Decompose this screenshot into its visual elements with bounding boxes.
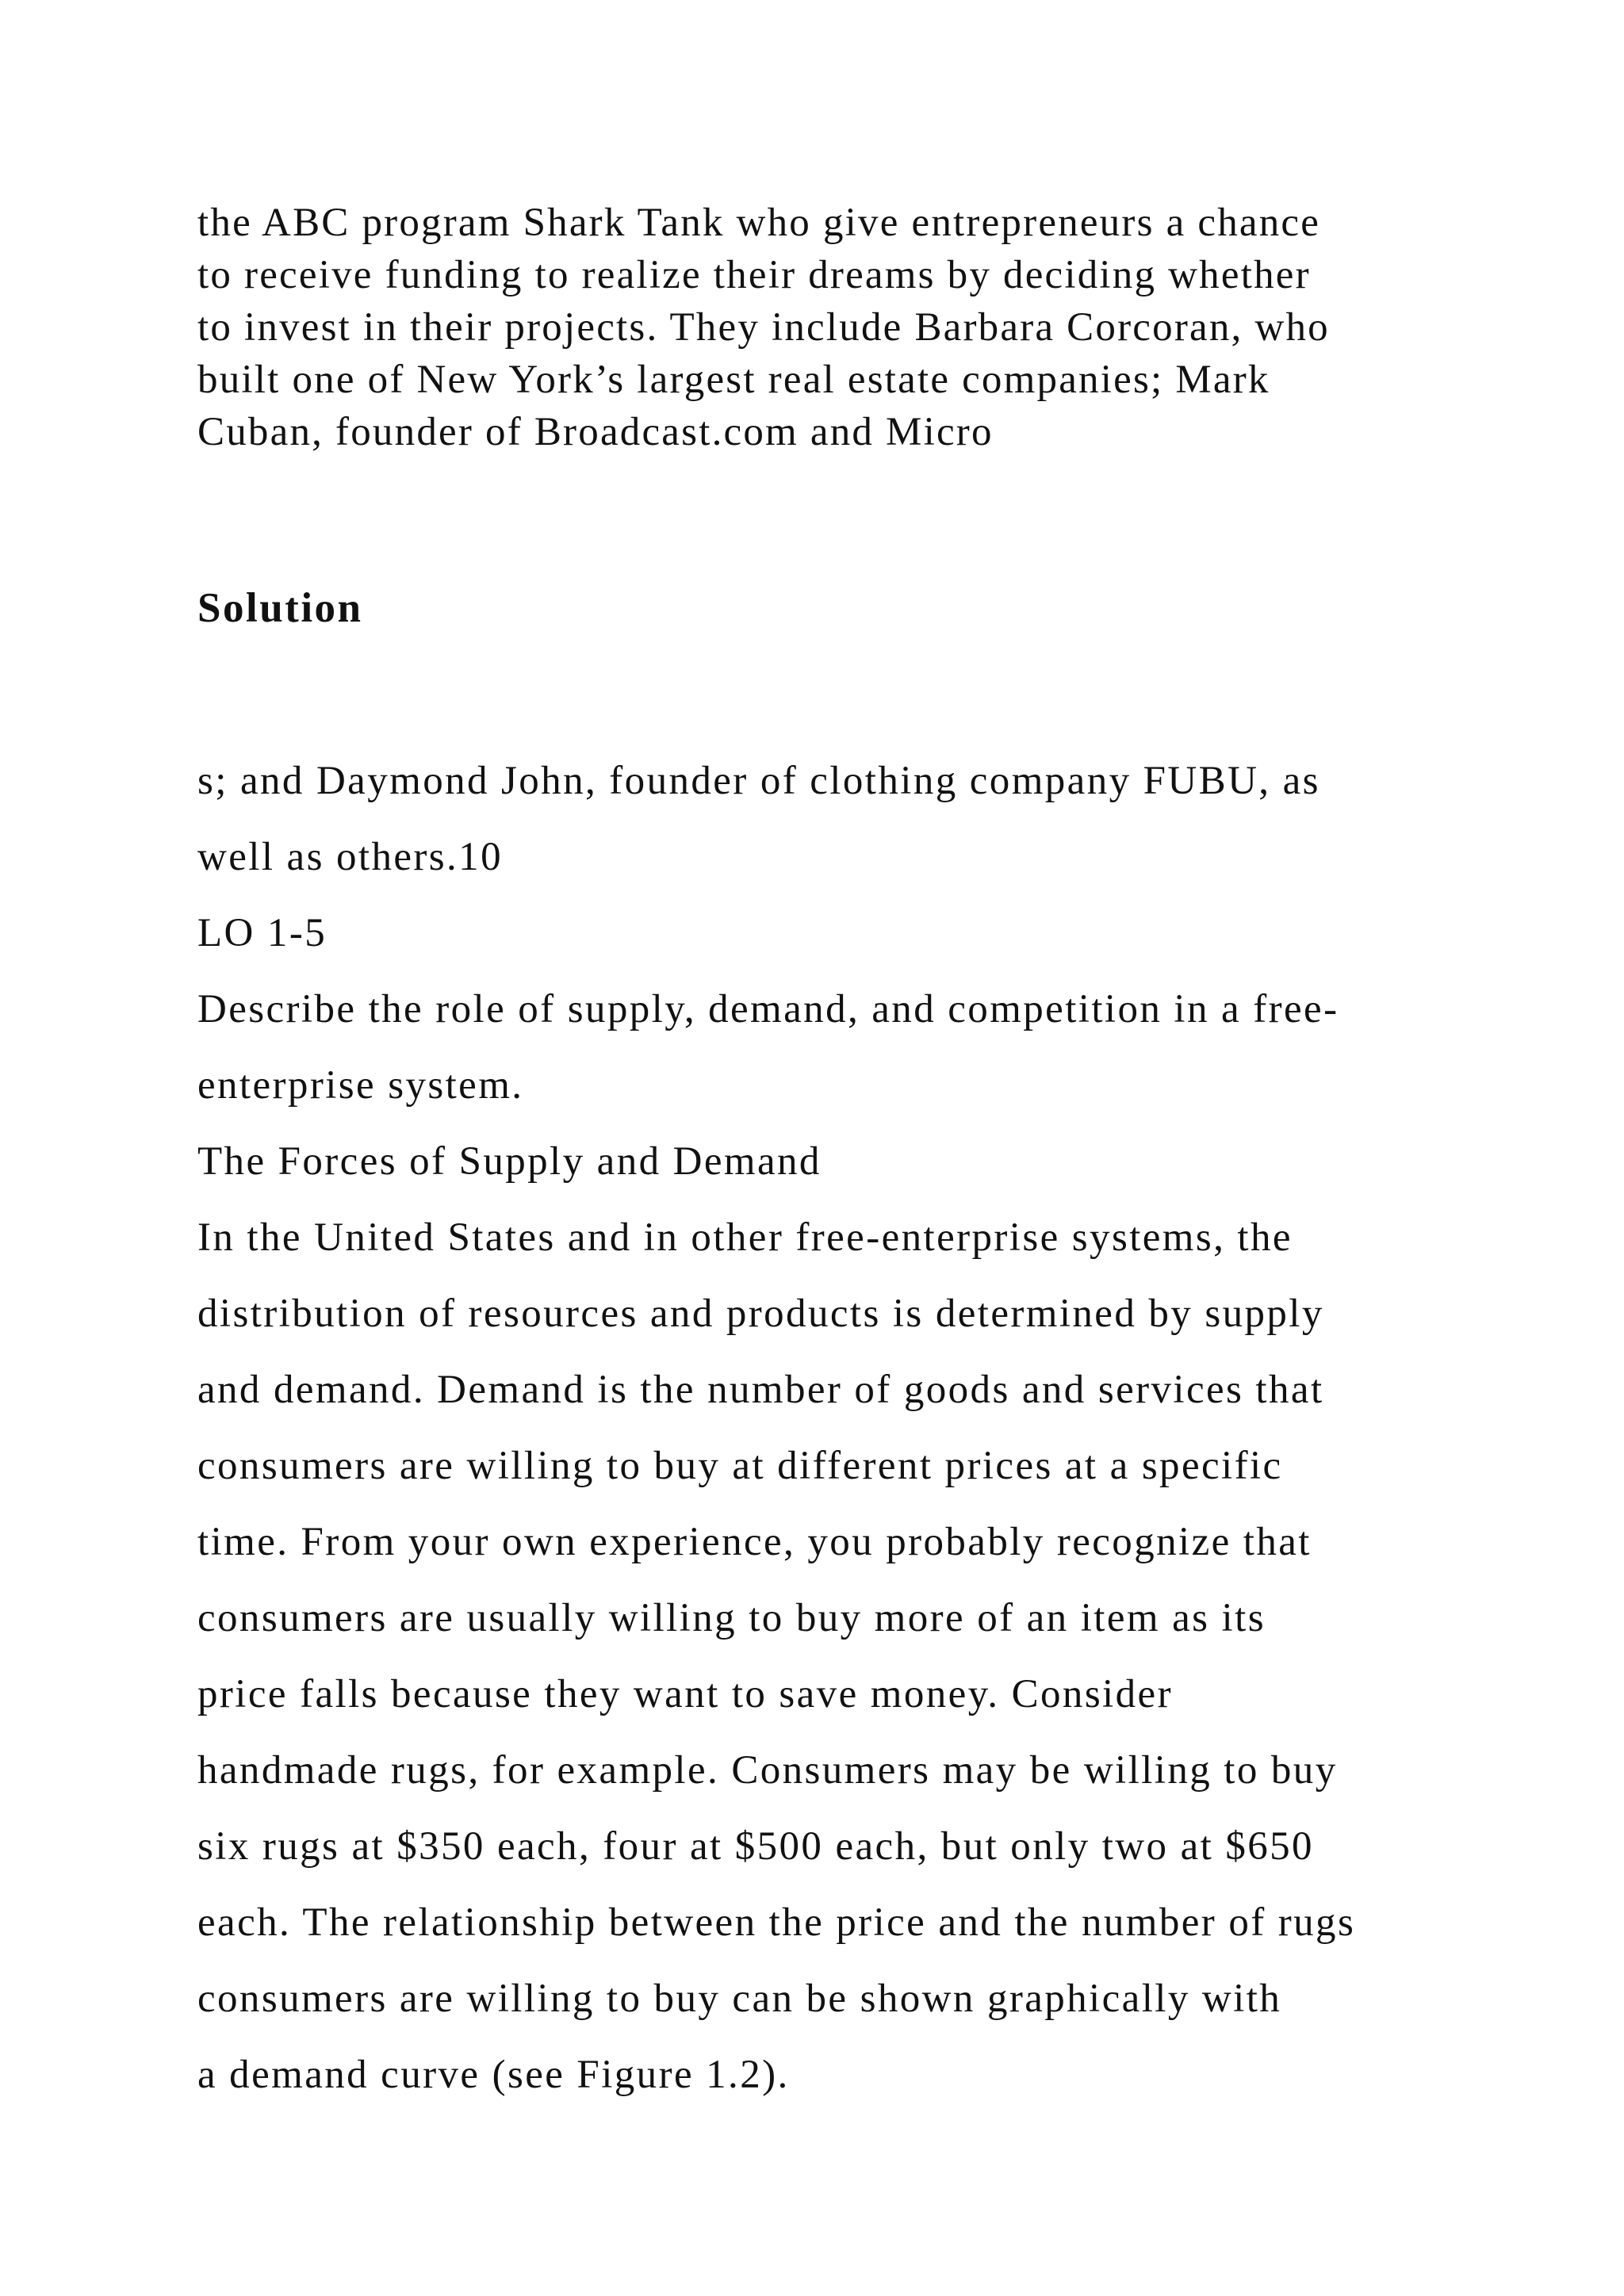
text-line: and demand. Demand is the number of goods and services that [197, 1368, 1324, 1412]
text-line: handmade rugs, for example. Consumers may be willing to buy [197, 1748, 1338, 1793]
intro-paragraph [197, 197, 1545, 458]
text-line: the ABC program Shark Tank who give entrepreneurs a chance [197, 201, 1321, 245]
text-line: Cuban, founder of Broadcast.com and Micro [197, 410, 994, 454]
subsection-title: The Forces of Supply and Demand [197, 1139, 822, 1184]
text-line: time. From your own experience, you probably recognize that [197, 1520, 1312, 1564]
text-line: distribution of resources and products is determined by supply [197, 1292, 1324, 1336]
learning-objective-label: LO 1-5 [197, 911, 327, 955]
text-line: well as others.10 [197, 835, 503, 879]
text-line: to receive funding to realize their dreams by deciding whether [197, 253, 1311, 297]
text-line: to invest in their projects. They include Barbara Corcoran, who [197, 305, 1330, 350]
text-line: a demand curve (see Figure 1.2). [197, 2053, 790, 2097]
section-heading: Solution [197, 585, 363, 631]
text-line: s; and Daymond John, founder of clothing company FUBU, as [197, 759, 1320, 803]
text-line: consumers are willing to buy can be shown graphically with [197, 1976, 1282, 2021]
text-line: each. The relationship between the price and the number of rugs [197, 1900, 1356, 1945]
text-line: consumers are usually willing to buy more of an item as its [197, 1596, 1266, 1640]
text-line: Describe the role of supply, demand, and competition in a free- [197, 987, 1339, 1031]
text-line: consumers are willing to buy at different prices at a specific [197, 1444, 1283, 1488]
text-line: In the United States and in other free-enterprise systems, the [197, 1215, 1293, 1260]
text-line: built one of New York’s largest real estate companies; Mark [197, 358, 1270, 402]
body-paragraph [197, 743, 1585, 2113]
text-line: price falls because they want to save money. Consider [197, 1672, 1173, 1716]
text-line: enterprise system. [197, 1063, 524, 1108]
text-line: six rugs at $350 each, four at $500 each, but only two at $650 [197, 1824, 1314, 1869]
